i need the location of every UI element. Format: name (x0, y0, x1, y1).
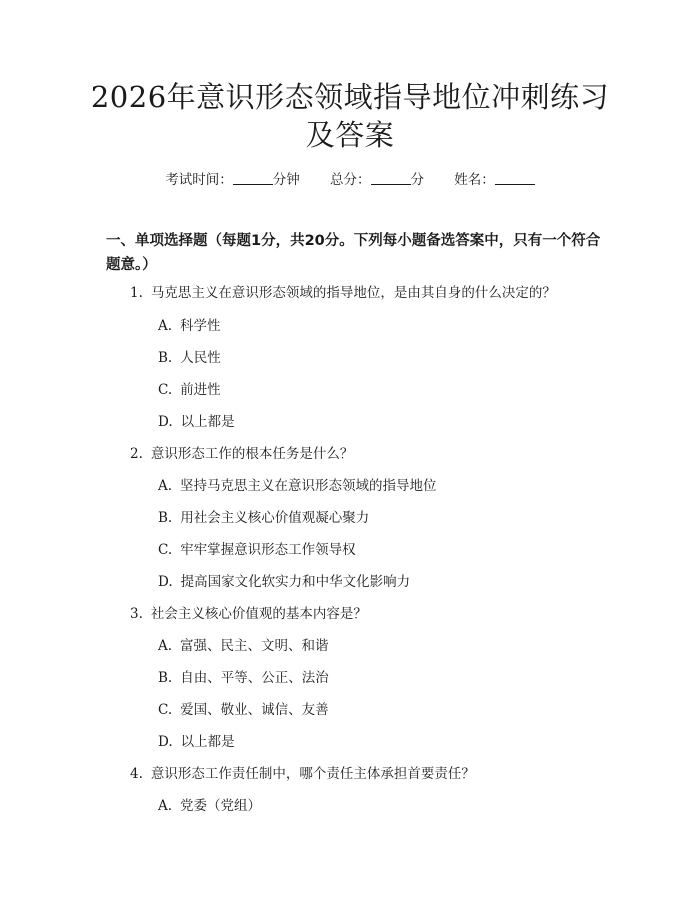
option-text: 坚持马克思主义在意识形态领域的指导地位 (180, 478, 437, 494)
q2-option-a (158, 474, 437, 494)
option-text: 人民性 (180, 350, 221, 366)
q1-option-d (158, 410, 235, 430)
option-letter: C. (158, 542, 173, 558)
student-name-label: 姓名： (454, 172, 495, 188)
option-text: 爱国、敬业、诚信、友善 (180, 702, 329, 718)
q3-option-b (158, 666, 329, 686)
q3-option-c (158, 698, 329, 718)
option-letter: D. (158, 414, 173, 430)
option-letter: A. (158, 638, 173, 654)
option-text: 富强、民主、文明、和谐 (180, 638, 329, 654)
question-text: 马克思主义在意识形态领域的指导地位，是由其自身的什么决定的？ (150, 285, 556, 301)
option-letter: C. (158, 382, 173, 398)
option-text: 前进性 (180, 382, 221, 398)
option-text: 党委（党组） (180, 798, 262, 814)
exam-time-field (165, 168, 300, 188)
exam-time-unit: 分钟 (272, 172, 300, 188)
total-score-label: 总分： (330, 172, 371, 188)
document-title: 2026年意识形态领域指导地位冲刺练习及答案 (90, 80, 610, 152)
question-number: 4. (130, 766, 143, 782)
question-2 (130, 442, 353, 462)
question-text: 意识形态工作责任制中，哪个责任主体承担首要责任？ (150, 766, 475, 782)
option-letter: B. (158, 510, 173, 526)
question-text: 社会主义核心价值观的基本内容是？ (150, 606, 367, 622)
student-name-field (454, 168, 535, 188)
q2-option-d (158, 570, 410, 590)
option-text: 以上都是 (180, 414, 235, 430)
option-text: 用社会主义核心价值观凝心聚力 (180, 510, 370, 526)
total-score-blank (371, 171, 411, 185)
exam-time-label: 考试时间： (165, 172, 233, 188)
option-letter: D. (158, 574, 173, 590)
option-letter: A. (158, 798, 173, 814)
q2-option-c (158, 538, 356, 558)
exam-time-blank (233, 171, 273, 185)
total-score-unit: 分 (410, 172, 424, 188)
q1-option-a (158, 314, 221, 334)
option-letter: A. (158, 318, 173, 334)
option-text: 以上都是 (180, 734, 235, 750)
q1-option-c (158, 378, 221, 398)
option-text: 提高国家文化软实力和中华文化影响力 (180, 574, 411, 590)
option-letter: D. (158, 734, 173, 750)
q2-option-b (158, 506, 369, 526)
question-number: 1. (130, 285, 143, 301)
option-text: 牢牢掌握意识形态工作领导权 (180, 542, 356, 558)
q4-option-a (158, 794, 261, 814)
option-text: 自由、平等、公正、法治 (180, 670, 329, 686)
question-3 (130, 602, 367, 622)
section-heading: 一、单项选择题（每题1分，共20分。下列每小题备选答案中，只有一个符合题意。） (106, 233, 601, 273)
option-letter: C. (158, 702, 173, 718)
q3-option-a (158, 634, 329, 654)
question-number: 3. (130, 606, 143, 622)
exam-meta-line (0, 168, 700, 188)
option-letter: A. (158, 478, 173, 494)
option-letter: B. (158, 350, 173, 366)
option-letter: B. (158, 670, 173, 686)
total-score-field (330, 168, 424, 188)
question-1 (130, 281, 556, 301)
option-text: 科学性 (180, 318, 221, 334)
question-text: 意识形态工作的根本任务是什么？ (150, 446, 354, 462)
question-4 (130, 762, 475, 782)
question-number: 2. (130, 446, 143, 462)
q3-option-d (158, 730, 235, 750)
student-name-blank (495, 171, 535, 185)
q1-option-b (158, 346, 221, 366)
